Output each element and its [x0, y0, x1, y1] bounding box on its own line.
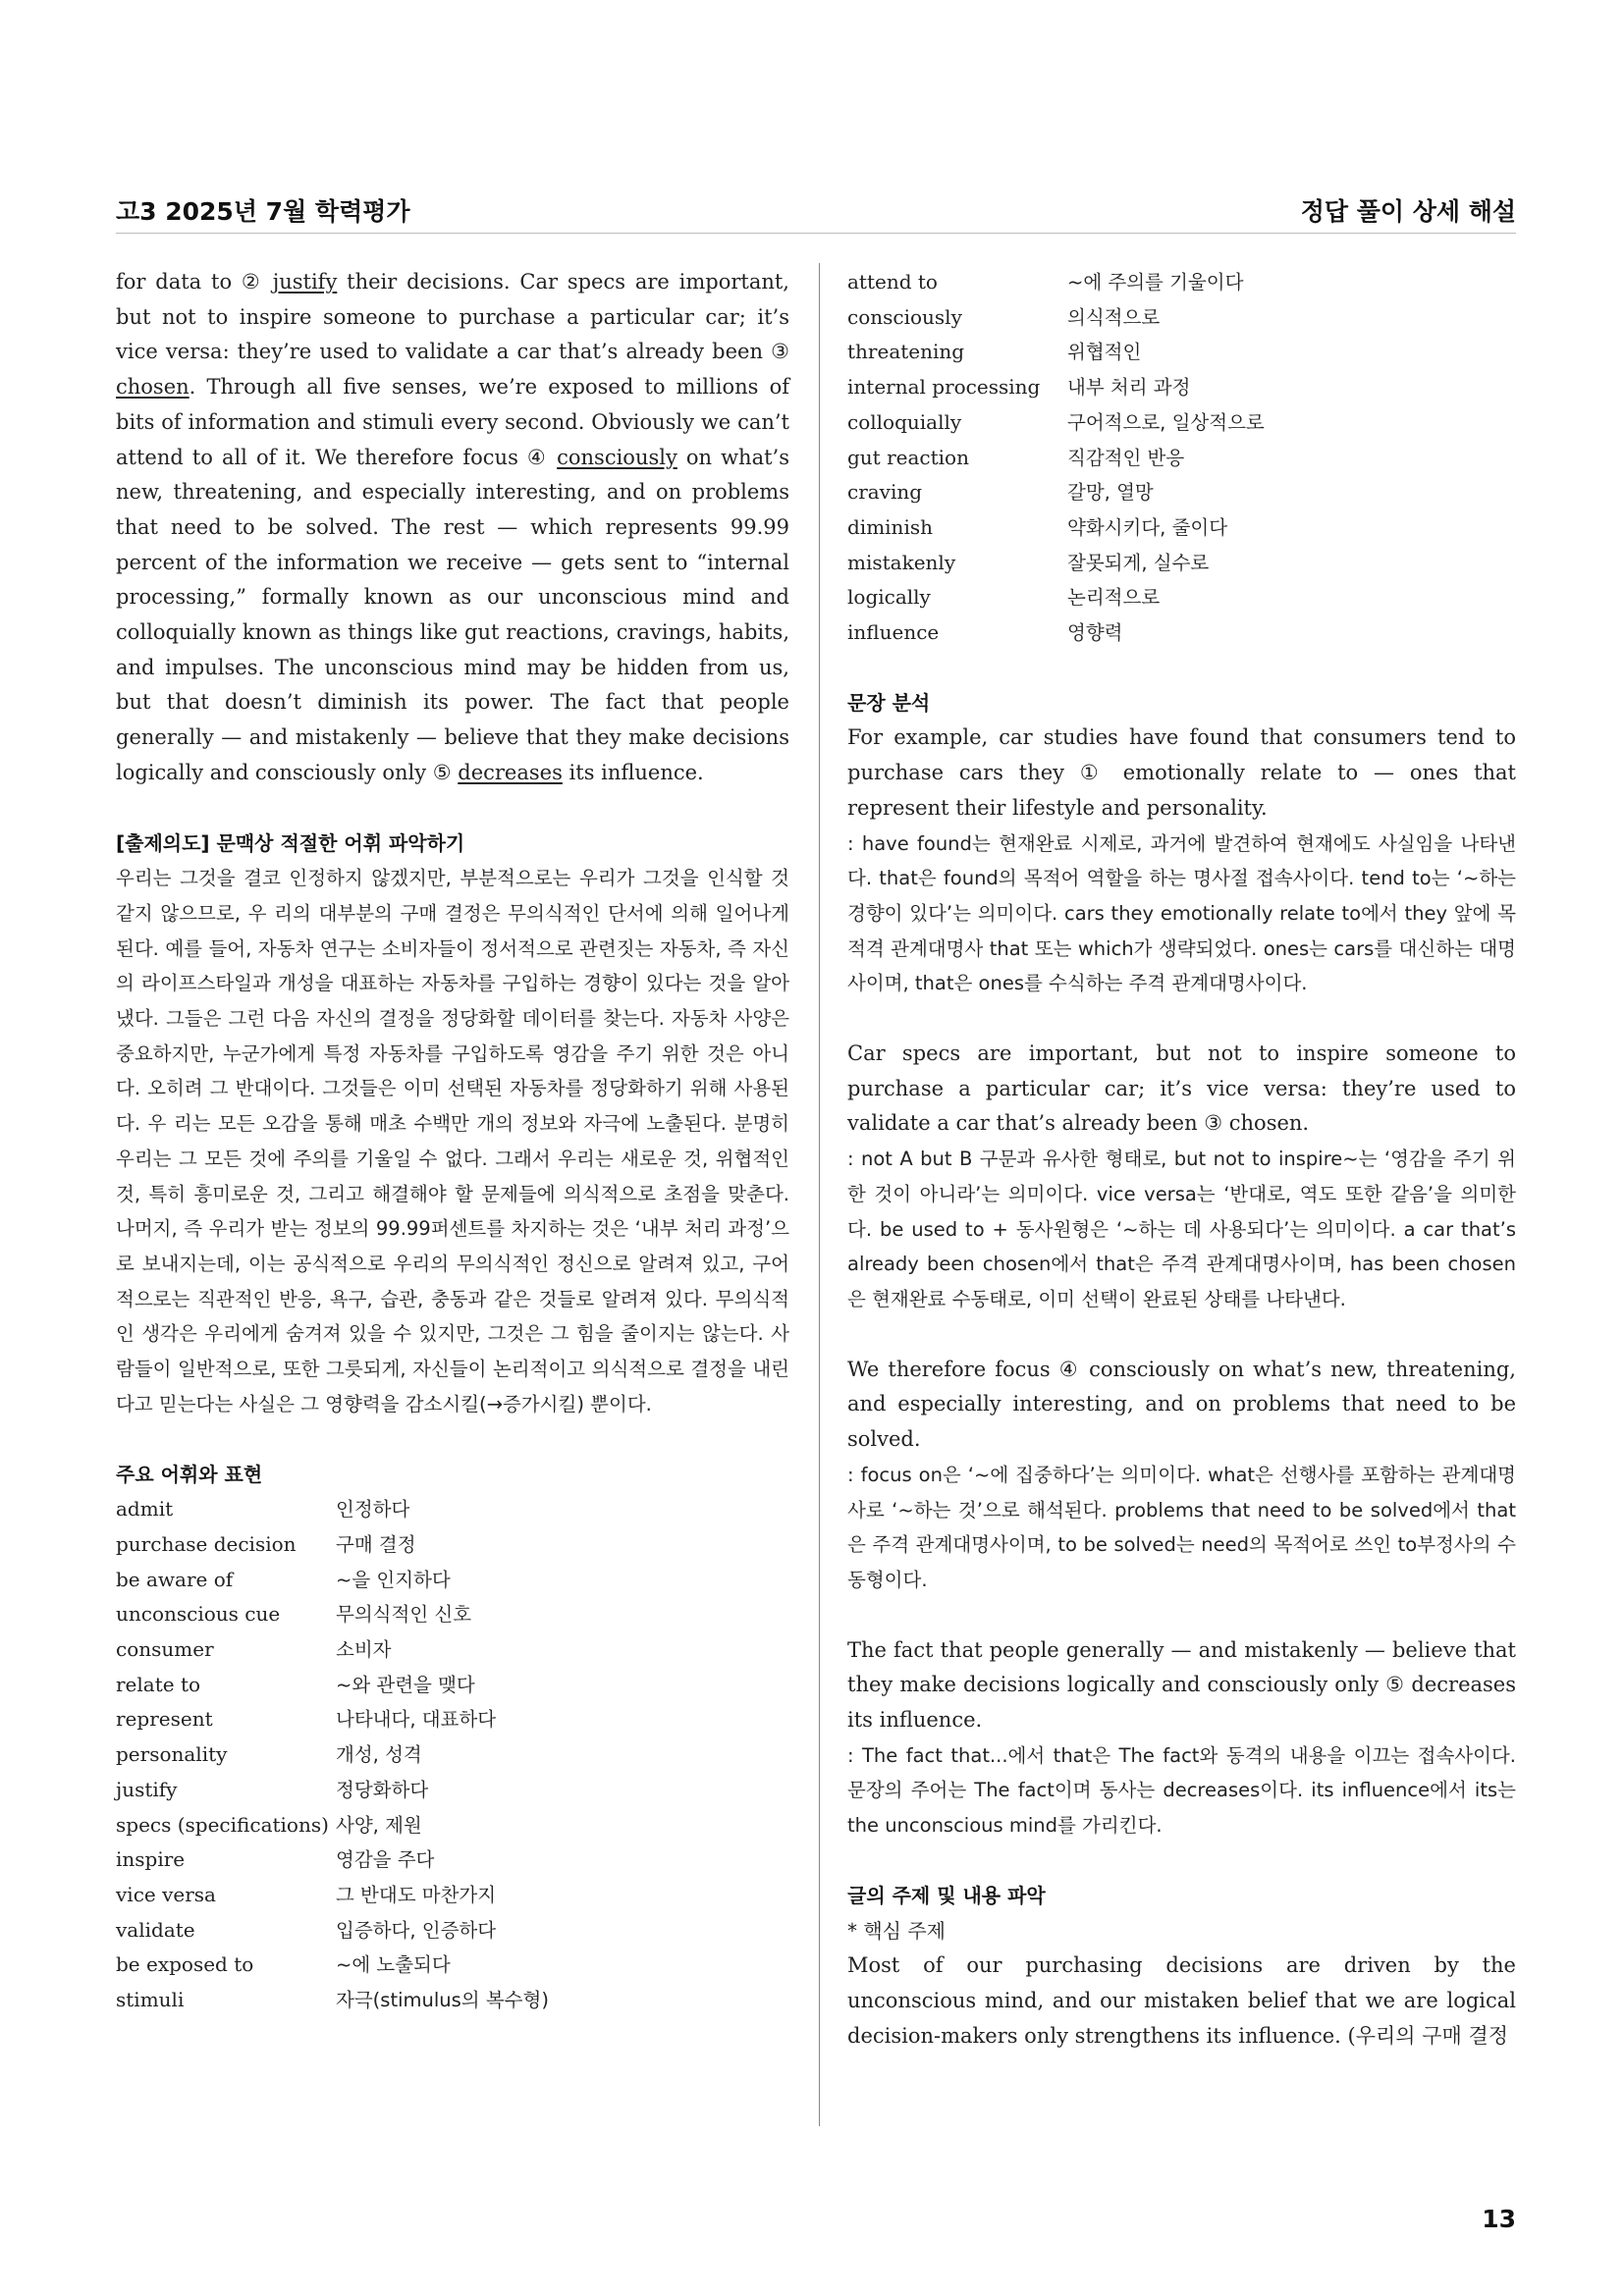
vocab-term: colloquially: [847, 409, 962, 434]
analysis-note-2: : not A but B 구문과 유사한 형태로, but not to inspire~는 ‘영감을 주기 위한 것이 아니라’는 의미이다. vice versa는 ‘반대로, 역도 또한 같음’을 의미한다. be used to + 동사원형은 ‘~하는 데 사용되다’는 의미이다. a car that’s already been chosen에서 that은 주격 관계대명사이며, has been chosen은 현재완료 수동태로, 이미 선택이 완료된 상태를 나타낸다.: [847, 1148, 1516, 1310]
vocab-meaning: 소비자: [336, 1638, 392, 1662]
spacer: [847, 1001, 1516, 1037]
spacer: [847, 1598, 1516, 1633]
vocab-meaning: 구어적으로, 일상적으로: [1067, 410, 1265, 434]
analysis-sentence-4: The fact that people generally — and mistakenly — believe that they make decisions logically and consciously only ⑤ decreases its influence.: [847, 1637, 1516, 1733]
vocab-meaning: 사양, 제원: [336, 1813, 422, 1837]
vocab-term: gut reaction: [847, 445, 969, 469]
vocab-term: unconscious cue: [116, 1602, 281, 1627]
vocab-term: represent: [116, 1707, 213, 1732]
analysis-note-3: : focus on은 ‘~에 집중하다’는 의미이다. what은 선행사를 포함하는 관계대명사로 ‘~하는 것’으로 해석된다. problems that need to be solved에서 that은 주격 관계대명사이며, to be solved는 need의 목적어로 쓰인 to부정사의 수동형이다.: [847, 1463, 1516, 1591]
exam-title: 고3 2025년 7월 학력평가: [116, 197, 410, 226]
intent-title: [출제의도] 문맥상 적절한 어휘 파악하기: [116, 830, 465, 855]
spacer: [116, 791, 789, 827]
vocab-meaning: 약화시키다, 줄이다: [1067, 515, 1228, 539]
vocab-meaning: 그 반대도 마찬가지: [336, 1883, 497, 1906]
vocab-term: threatening: [847, 340, 965, 364]
theme-body: Most of our purchasing decisions are driven by the unconscious mind, and our mistaken belief that we are logical decision-makers only strengthens its influence. (우리의 구매 결정: [847, 1953, 1516, 2048]
column-divider: [819, 263, 820, 2126]
analysis-note-4: : The fact that...에서 that은 The fact와 동격의 내용을 이끄는 접속사이다. 문장의 주어는 The fact이며 동사는 decreases이다. its influence에서 its는 the unconscious mind를 가리킨다.: [847, 1743, 1516, 1838]
vocab-term: specs (specifications): [116, 1812, 329, 1837]
vocab-term: relate to: [116, 1672, 201, 1696]
vocab-term: consumer: [116, 1637, 214, 1662]
vocab-term: internal processing: [847, 375, 1041, 400]
passage-segment: . Through all five senses, we’re exposed to millions of bits of information and stimuli every second. Obviously we can’t attend to all of it. We therefore focus ④: [116, 375, 789, 469]
spacer: [116, 1422, 789, 1458]
page-number: 13: [1482, 2205, 1516, 2233]
analysis-sentence-1: For example, car studies have found that consumers tend to purchase cars they ① emotionally relate to — ones that represent their lifestyle and personality.: [847, 725, 1516, 820]
vocab-meaning: ~와 관련을 맺다: [336, 1673, 475, 1696]
passage-segment: on what’s new, threatening, and especially interesting, and on problems that need to be solved. The rest — which represents 99.99 percent of the information we receive — gets sent to “internal processing,” formally known as our unconscious mind and colloquially known as things like gut reactions, cravings, habits, and impulses. The unconscious mind may be hidden from us, but that doesn’t diminish its power. The fact that people generally — and mistakenly — believe that they make decisions logically and consciously only ⑤: [116, 445, 789, 784]
vocab-term: be aware of: [116, 1567, 234, 1591]
vocab-list-left: [116, 1492, 789, 2018]
vocab-meaning: 내부 처리 과정: [1067, 376, 1191, 400]
vocab-term: consciously: [847, 304, 962, 329]
vocab-meaning: 입증하다, 인증하다: [336, 1918, 497, 1942]
vocab-term: validate: [116, 1917, 195, 1942]
vocab-term: be exposed to: [116, 1952, 254, 1977]
vocab-meaning: 무의식적인 신호: [336, 1603, 472, 1627]
vocab-meaning: 자극(stimulus의 복수형): [336, 1989, 549, 2012]
vocab-term: craving: [847, 480, 923, 505]
vocab-meaning: 논리적으로: [1067, 586, 1161, 610]
analysis-sentence-2: Car specs are important, but not to inspire someone to purchase a particular car; it’s vice versa: they’re used to validate a car that’s already been ③ chosen.: [847, 1041, 1516, 1136]
vocab-term: personality: [116, 1742, 228, 1767]
vocab-title: 주요 어휘와 표현: [116, 1462, 263, 1486]
vocab-term: mistakenly: [847, 550, 956, 574]
spacer: [847, 1317, 1516, 1353]
vocab-meaning: ~에 주의를 기울이다: [1067, 271, 1244, 294]
passage-segment: their decisions. Car specs are important, but not to inspire someone to purchase a particular car; it’s vice versa: they’re used to validate a car that’s already been ③: [116, 270, 789, 364]
vocab-term: attend to: [847, 270, 938, 294]
vocab-meaning: 잘못되게, 실수로: [1067, 551, 1210, 574]
passage-segment: its influence.: [562, 760, 704, 784]
vocab-term: purchase decision: [116, 1531, 297, 1556]
vocab-meaning: 영향력: [1067, 621, 1123, 645]
vocab-meaning: 개성, 성격: [336, 1743, 422, 1767]
theme-bullet: * 핵심 주제: [847, 1918, 946, 1943]
left-column: [116, 265, 789, 2018]
underlined-word-4: consciously: [557, 445, 677, 469]
vocab-term: admit: [116, 1497, 174, 1522]
header-divider: [116, 233, 1516, 234]
vocab-term: influence: [847, 620, 940, 645]
vocab-term: logically: [847, 585, 931, 610]
theme-title: 글의 주제 및 내용 파악: [847, 1883, 1046, 1907]
translation-text: 우리는 그것을 결코 인정하지 않겠지만, 부분적으로는 우리가 그것을 인식할 것 같지 않으므로, 우 리의 대부분의 구매 결정은 무의식적인 단서에 의해 일어나게 된다. 예를 들어, 자동차 연구는 소비자들이 정서적으로 관련짓는 자동차, 즉 자신의 라이프스타일과 개성을 대표하는 자동차를 구입하는 경향이 있다는 것을 알아냈다. 그들은 그런 다음 자신의 결정을 정당화할 데이터를 찾는다. 자동차 사양은 중요하지만, 누군가에게 특정 자동차를 구입하도록 영감을 주기 위한 것은 아니다. 오히려 그 반대이다. 그것들은 이미 선택된 자동차를 정당화하기 위해 사용된다. 우 리는 모든 오감을 통해 매초 수백만 개의 정보와 자극에 노출된다. 분명히 우리는 그 모든 것에 주의를 기울일 수 없다. 그래서 우리는 새로운 것, 위협적인 것, 특히 흥미로운 것, 그리고 해결해야 할 문제들에 의식적으로 초점을 맞춘다. 나머지, 즉 우리가 받는 정보의 99.99퍼센트를 차지하는 것은 ‘내부 처리 과정’으로 보내지는데, 이는 공식적으로 우리의 무의식적인 정신으로 알려져 있고, 구어적으로는 직관적인 반응, 욕구, 습관, 충동과 같은 것들로 알려져 있다. 무의식적인 생각은 우리에게 숨겨져 있을 수 있지만, 그것은 그 힘을 줄이지는 않는다. 사람들이 일반적으로, 또한 그릇되게, 자신들이 논리적이고 의식적으로 결정을 내린다고 믿는다는 사실은 그 영향력을 감소시킬(→증가시킬) 뿐이다.: [116, 867, 789, 1415]
passage-segment: for data to ②: [116, 270, 273, 294]
vocab-term: vice versa: [116, 1882, 216, 1906]
vocab-meaning: ~을 인지하다: [336, 1568, 451, 1591]
analysis-title: 문장 분석: [847, 690, 931, 715]
vocab-meaning: 영감을 주다: [336, 1848, 435, 1872]
spacer: [847, 1843, 1516, 1879]
vocab-meaning: 정당화하다: [336, 1778, 429, 1801]
vocab-meaning: 구매 결정: [336, 1532, 416, 1556]
underlined-word-3: chosen: [116, 375, 189, 400]
vocab-term: stimuli: [116, 1988, 185, 2012]
underlined-word-5: decreases: [458, 760, 563, 784]
page-header: [116, 192, 1516, 232]
vocab-list-right: [847, 265, 1516, 651]
vocab-meaning: 갈망, 열망: [1067, 481, 1154, 505]
underlined-word-2: justify: [272, 270, 338, 294]
vocab-meaning: 의식적으로: [1067, 305, 1161, 329]
vocab-term: diminish: [847, 514, 933, 539]
vocab-meaning: ~에 노출되다: [336, 1953, 451, 1977]
vocab-term: justify: [116, 1777, 178, 1801]
vocab-meaning: 직감적인 반응: [1067, 446, 1185, 469]
analysis-sentence-3: We therefore focus ④ consciously on what’s new, threatening, and especially interesting, and on problems that need to be solved.: [847, 1357, 1516, 1452]
analysis-note-1: : have found는 현재완료 시제로, 과거에 발견하여 현재에도 사실임을 나타낸다. that은 found의 목적어 역할을 하는 명사절 접속사이다. tend to는 ‘~하는 경향이 있다’는 의미이다. cars they emotionally relate to에서 they 앞에 목적격 관계대명사 that 또는 which가 생략되었다. ones는 cars를 대신하는 대명사이며, that은 ones를 수식하는 주격 관계대명사이다.: [847, 831, 1516, 995]
right-column: [847, 265, 1516, 2054]
vocab-meaning: 인정하다: [336, 1498, 410, 1522]
spacer: [847, 651, 1516, 686]
vocab-meaning: 나타내다, 대표하다: [336, 1708, 497, 1732]
vocab-term: inspire: [116, 1847, 186, 1872]
section-title: 정답 풀이 상세 해설: [1300, 197, 1516, 226]
vocab-meaning: 위협적인: [1067, 341, 1142, 364]
passage-text: [116, 265, 789, 791]
